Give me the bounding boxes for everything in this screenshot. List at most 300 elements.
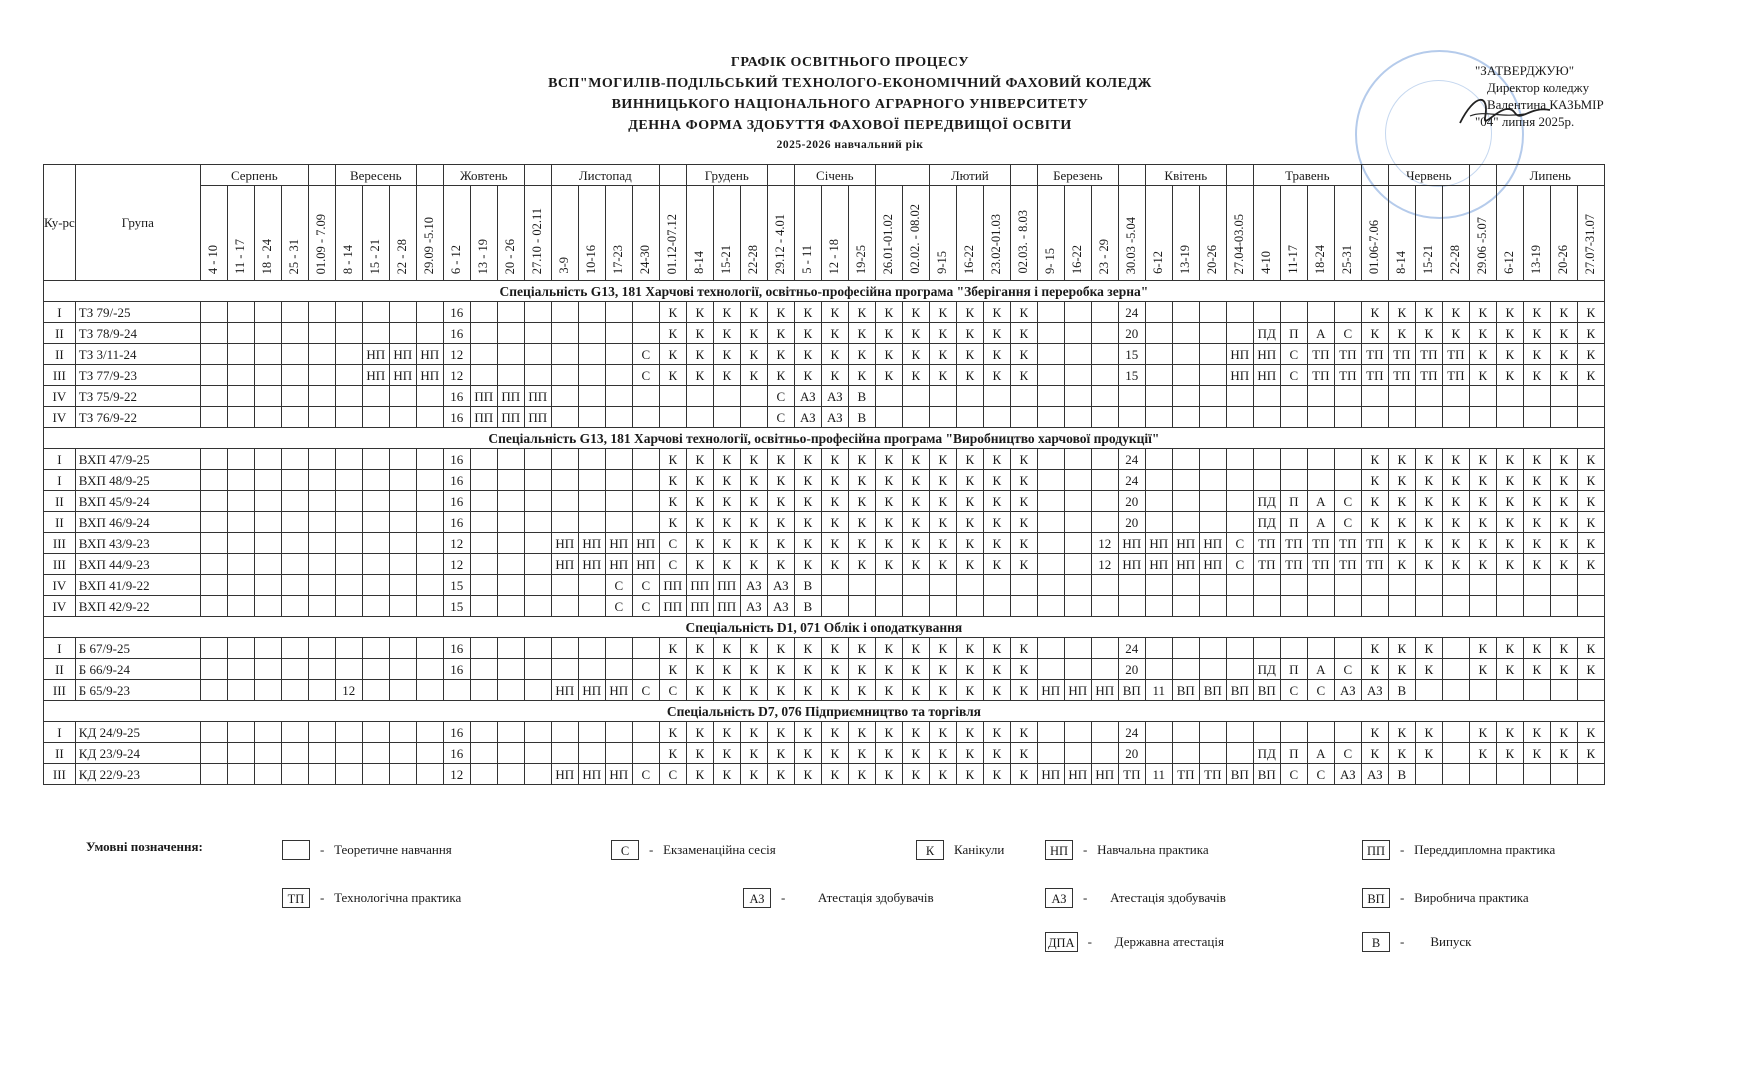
week-cell: [1226, 722, 1253, 743]
week-cell: [524, 680, 551, 701]
week-cell: [1280, 722, 1307, 743]
week-cell: [1253, 722, 1280, 743]
week-cell: [1388, 596, 1415, 617]
title-line-4: ДЕННА ФОРМА ЗДОБУТТЯ ФАХОВОЇ ПЕРЕДВИЩОЇ ОСВІТИ: [628, 118, 1072, 133]
week-cell: [956, 575, 983, 596]
week-cell: [281, 491, 308, 512]
week-cell: [1307, 386, 1334, 407]
week-cell: К: [1388, 533, 1415, 554]
week-cell: НП: [1118, 554, 1145, 575]
week-cell: [1415, 575, 1442, 596]
week-cell: НП: [1118, 533, 1145, 554]
week-cell: [578, 386, 605, 407]
week-cell: [632, 638, 659, 659]
week-cell: К: [848, 764, 875, 785]
week-cell: [605, 407, 632, 428]
week-cell: [200, 554, 227, 575]
week-cell: [875, 596, 902, 617]
course-cell: III: [44, 533, 76, 554]
week-label: 5 - 11: [800, 245, 815, 274]
week-cell: [389, 533, 416, 554]
week-cell: [1064, 512, 1091, 533]
week-header: [1523, 186, 1550, 281]
week-cell: [740, 386, 767, 407]
week-cell: [254, 323, 281, 344]
week-cell: [1145, 449, 1172, 470]
table-row: [44, 365, 1605, 386]
week-cell: [416, 764, 443, 785]
week-cell: К: [1496, 323, 1523, 344]
week-cell: К: [740, 764, 767, 785]
week-cell: ПП: [659, 596, 686, 617]
week-cell: К: [821, 512, 848, 533]
week-cell: К: [659, 722, 686, 743]
week-cell: [929, 575, 956, 596]
week-cell: ТП: [1307, 365, 1334, 386]
week-cell: [524, 470, 551, 491]
week-cell: [227, 512, 254, 533]
week-label: 11 - 17: [233, 239, 248, 274]
group-cell: Б 65/9-23: [75, 680, 200, 701]
week-cell: С: [767, 407, 794, 428]
week-cell: К: [821, 533, 848, 554]
week-cell: К: [794, 302, 821, 323]
legend-label: - Технологічна практика: [320, 890, 462, 905]
week-cell: 16: [443, 512, 470, 533]
week-cell: 15: [1118, 365, 1145, 386]
week-cell: К: [1577, 449, 1604, 470]
week-cell: [335, 554, 362, 575]
week-cell: [1307, 470, 1334, 491]
week-cell: [1415, 680, 1442, 701]
legend-item: [1045, 888, 1226, 908]
week-cell: [578, 344, 605, 365]
week-label: 26.01-01.02: [881, 213, 896, 274]
week-cell: [362, 554, 389, 575]
section-row: [44, 701, 1605, 722]
week-cell: К: [848, 470, 875, 491]
week-cell: К: [1415, 722, 1442, 743]
week-cell: [551, 470, 578, 491]
week-cell: [254, 386, 281, 407]
week-cell: К: [767, 533, 794, 554]
week-cell: 20: [1118, 323, 1145, 344]
week-cell: К: [1577, 302, 1604, 323]
week-cell: К: [929, 659, 956, 680]
week-cell: К: [1010, 470, 1037, 491]
week-header: [1145, 186, 1172, 281]
week-cell: [956, 386, 983, 407]
week-cell: [1442, 743, 1469, 764]
week-cell: К: [956, 638, 983, 659]
week-cell: [1010, 386, 1037, 407]
week-cell: К: [1361, 743, 1388, 764]
week-cell: [632, 491, 659, 512]
week-cell: [227, 302, 254, 323]
week-cell: ПП: [497, 407, 524, 428]
week-cell: [1388, 407, 1415, 428]
week-cell: [1145, 407, 1172, 428]
week-cell: [605, 323, 632, 344]
week-cell: [1469, 407, 1496, 428]
week-cell: ВП: [1226, 680, 1253, 701]
week-cell: К: [1577, 512, 1604, 533]
week-cell: [1280, 638, 1307, 659]
week-cell: К: [1469, 323, 1496, 344]
week-label: 25-31: [1340, 244, 1355, 274]
week-cell: К: [686, 554, 713, 575]
week-cell: [1172, 470, 1199, 491]
week-cell: К: [686, 743, 713, 764]
week-cell: [605, 722, 632, 743]
week-cell: [1064, 323, 1091, 344]
week-cell: [362, 764, 389, 785]
week-cell: 15: [443, 575, 470, 596]
week-cell: [389, 722, 416, 743]
week-cell: К: [740, 491, 767, 512]
week-cell: [281, 407, 308, 428]
week-cell: [1307, 449, 1334, 470]
group-cell: ВХП 41/9-22: [75, 575, 200, 596]
week-cell: К: [902, 344, 929, 365]
week-label: 18 - 24: [260, 238, 275, 274]
week-cell: 16: [443, 407, 470, 428]
table-row: [44, 743, 1605, 764]
week-cell: [1145, 470, 1172, 491]
week-cell: [1199, 512, 1226, 533]
week-cell: [524, 764, 551, 785]
week-label: 20 - 26: [503, 238, 518, 274]
week-cell: 20: [1118, 659, 1145, 680]
week-cell: [578, 659, 605, 680]
week-cell: [200, 764, 227, 785]
week-cell: ТП: [1388, 365, 1415, 386]
week-header: [794, 186, 821, 281]
week-cell: [1253, 596, 1280, 617]
week-cell: С: [632, 575, 659, 596]
week-cell: [1199, 407, 1226, 428]
week-cell: ПП: [713, 575, 740, 596]
table-row: [44, 680, 1605, 701]
week-cell: К: [1496, 365, 1523, 386]
week-cell: [1334, 407, 1361, 428]
week-cell: [1442, 596, 1469, 617]
week-header: [1361, 186, 1388, 281]
week-cell: [254, 596, 281, 617]
week-label: 6 - 12: [449, 244, 464, 274]
week-cell: [1334, 638, 1361, 659]
month-header: [1361, 165, 1388, 186]
course-cell: I: [44, 638, 76, 659]
week-cell: [1442, 407, 1469, 428]
week-cell: [1091, 659, 1118, 680]
week-cell: [281, 344, 308, 365]
week-cell: К: [956, 449, 983, 470]
week-cell: С: [1334, 659, 1361, 680]
week-cell: [470, 344, 497, 365]
week-cell: [389, 575, 416, 596]
week-cell: К: [848, 638, 875, 659]
week-cell: [308, 638, 335, 659]
week-cell: [632, 407, 659, 428]
week-cell: К: [1469, 344, 1496, 365]
week-cell: [1064, 575, 1091, 596]
week-cell: К: [1496, 512, 1523, 533]
week-cell: В: [794, 596, 821, 617]
week-cell: [389, 659, 416, 680]
week-cell: К: [1442, 554, 1469, 575]
week-cell: [1226, 575, 1253, 596]
week-cell: [308, 407, 335, 428]
week-cell: А: [1307, 743, 1334, 764]
week-cell: [1199, 491, 1226, 512]
week-cell: [1037, 659, 1064, 680]
week-cell: [1037, 722, 1064, 743]
week-cell: К: [821, 302, 848, 323]
week-cell: К: [686, 533, 713, 554]
week-cell: К: [686, 512, 713, 533]
week-label: 17-23: [611, 244, 626, 274]
week-cell: К: [902, 680, 929, 701]
week-cell: [470, 512, 497, 533]
week-cell: [497, 365, 524, 386]
week-cell: К: [1442, 512, 1469, 533]
week-header: [1118, 186, 1145, 281]
week-cell: [308, 533, 335, 554]
week-cell: [497, 302, 524, 323]
week-cell: НП: [551, 533, 578, 554]
week-cell: [1037, 386, 1064, 407]
week-cell: К: [848, 722, 875, 743]
course-cell: III: [44, 365, 76, 386]
week-cell: К: [740, 722, 767, 743]
week-cell: [281, 680, 308, 701]
week-cell: К: [767, 659, 794, 680]
group-cell: ВХП 47/9-25: [75, 449, 200, 470]
week-cell: [524, 533, 551, 554]
week-cell: [1334, 302, 1361, 323]
week-cell: К: [713, 533, 740, 554]
week-label: 16-22: [1070, 244, 1085, 274]
week-cell: К: [902, 470, 929, 491]
approve-line-2: Директор коледжу: [1487, 80, 1590, 95]
week-cell: [281, 365, 308, 386]
week-cell: С: [605, 596, 632, 617]
group-header: Група: [75, 165, 200, 281]
week-cell: К: [902, 302, 929, 323]
week-cell: [470, 722, 497, 743]
week-cell: [254, 449, 281, 470]
week-cell: [1145, 743, 1172, 764]
week-cell: [524, 302, 551, 323]
week-cell: С: [632, 344, 659, 365]
week-cell: К: [848, 533, 875, 554]
week-cell: [551, 512, 578, 533]
week-cell: [362, 575, 389, 596]
week-cell: [578, 575, 605, 596]
week-cell: К: [1361, 722, 1388, 743]
week-label: 02.03. - 8.03: [1016, 210, 1031, 274]
week-cell: С: [767, 386, 794, 407]
week-cell: К: [1442, 470, 1469, 491]
week-cell: К: [1010, 512, 1037, 533]
week-cell: [281, 449, 308, 470]
week-cell: К: [821, 680, 848, 701]
week-cell: [551, 743, 578, 764]
week-cell: 16: [443, 491, 470, 512]
week-cell: [227, 323, 254, 344]
week-header: [1550, 186, 1577, 281]
week-cell: [497, 533, 524, 554]
table-row: [44, 638, 1605, 659]
week-cell: [632, 743, 659, 764]
course-cell: IV: [44, 596, 76, 617]
week-cell: [254, 365, 281, 386]
week-cell: [200, 302, 227, 323]
week-cell: [497, 344, 524, 365]
week-cell: [1118, 386, 1145, 407]
week-cell: К: [1496, 722, 1523, 743]
week-cell: [497, 743, 524, 764]
week-header: [1199, 186, 1226, 281]
week-cell: [416, 470, 443, 491]
course-cell: II: [44, 491, 76, 512]
table-row: [44, 764, 1605, 785]
week-cell: [1307, 302, 1334, 323]
week-cell: [1145, 638, 1172, 659]
week-label: 3-9: [557, 257, 572, 274]
week-cell: 12: [335, 680, 362, 701]
week-label: 27.04-03.05: [1232, 213, 1247, 274]
week-cell: П: [1280, 323, 1307, 344]
week-cell: [632, 512, 659, 533]
week-cell: [416, 449, 443, 470]
week-cell: ВП: [1253, 764, 1280, 785]
week-header: [848, 186, 875, 281]
week-cell: К: [1010, 533, 1037, 554]
week-cell: [227, 764, 254, 785]
week-cell: К: [1388, 449, 1415, 470]
week-cell: [1523, 680, 1550, 701]
week-cell: 15: [443, 596, 470, 617]
week-cell: 24: [1118, 302, 1145, 323]
week-cell: [1415, 386, 1442, 407]
week-cell: К: [956, 512, 983, 533]
week-cell: 24: [1118, 722, 1145, 743]
week-cell: К: [1469, 743, 1496, 764]
week-cell: [605, 449, 632, 470]
week-cell: [1199, 743, 1226, 764]
week-cell: [1496, 386, 1523, 407]
document-title: [400, 52, 1300, 152]
week-cell: [632, 302, 659, 323]
week-cell: [308, 386, 335, 407]
course-cell: I: [44, 722, 76, 743]
week-label: 30.03 -5.04: [1124, 216, 1139, 274]
week-cell: К: [848, 491, 875, 512]
week-cell: [281, 302, 308, 323]
week-cell: [1145, 596, 1172, 617]
week-cell: К: [1523, 323, 1550, 344]
week-cell: [281, 596, 308, 617]
week-cell: К: [1442, 491, 1469, 512]
week-cell: [1577, 575, 1604, 596]
week-header: [632, 186, 659, 281]
week-cell: К: [1010, 323, 1037, 344]
week-cell: К: [1523, 344, 1550, 365]
week-cell: П: [1280, 491, 1307, 512]
week-cell: [1496, 407, 1523, 428]
week-cell: К: [1010, 722, 1037, 743]
week-cell: [1091, 386, 1118, 407]
group-cell: ВХП 45/9-24: [75, 491, 200, 512]
week-cell: К: [929, 365, 956, 386]
week-cell: [1442, 659, 1469, 680]
week-cell: [1010, 596, 1037, 617]
week-cell: К: [1523, 554, 1550, 575]
week-cell: К: [956, 365, 983, 386]
week-cell: НП: [551, 554, 578, 575]
week-cell: К: [956, 554, 983, 575]
week-cell: [1037, 302, 1064, 323]
week-cell: [1226, 512, 1253, 533]
week-cell: [1172, 344, 1199, 365]
week-cell: [1064, 554, 1091, 575]
week-cell: ПП: [686, 596, 713, 617]
week-cell: [551, 596, 578, 617]
week-cell: [389, 743, 416, 764]
week-cell: К: [767, 512, 794, 533]
week-cell: [1523, 596, 1550, 617]
week-cell: [1550, 596, 1577, 617]
week-cell: [1091, 575, 1118, 596]
week-cell: НП: [1037, 764, 1064, 785]
week-cell: П: [1280, 659, 1307, 680]
week-cell: [416, 680, 443, 701]
week-cell: К: [848, 743, 875, 764]
week-cell: К: [794, 512, 821, 533]
week-cell: [281, 659, 308, 680]
week-cell: [1037, 365, 1064, 386]
week-cell: [1064, 659, 1091, 680]
week-cell: [254, 470, 281, 491]
week-cell: [227, 344, 254, 365]
week-cell: К: [686, 722, 713, 743]
week-header: [875, 186, 902, 281]
week-cell: К: [1010, 638, 1037, 659]
week-cell: [1469, 386, 1496, 407]
week-cell: [362, 470, 389, 491]
week-cell: К: [956, 722, 983, 743]
week-cell: С: [1226, 554, 1253, 575]
week-cell: [1037, 554, 1064, 575]
week-cell: К: [1010, 764, 1037, 785]
week-header: [1577, 186, 1604, 281]
week-cell: К: [686, 365, 713, 386]
week-cell: К: [1415, 512, 1442, 533]
course-cell: II: [44, 743, 76, 764]
week-cell: К: [1010, 743, 1037, 764]
week-cell: 16: [443, 743, 470, 764]
week-cell: [1496, 680, 1523, 701]
week-cell: [308, 365, 335, 386]
week-cell: К: [956, 659, 983, 680]
week-cell: В: [848, 407, 875, 428]
week-cell: К: [713, 659, 740, 680]
week-cell: К: [686, 491, 713, 512]
table-row: [44, 722, 1605, 743]
week-cell: [1118, 407, 1145, 428]
